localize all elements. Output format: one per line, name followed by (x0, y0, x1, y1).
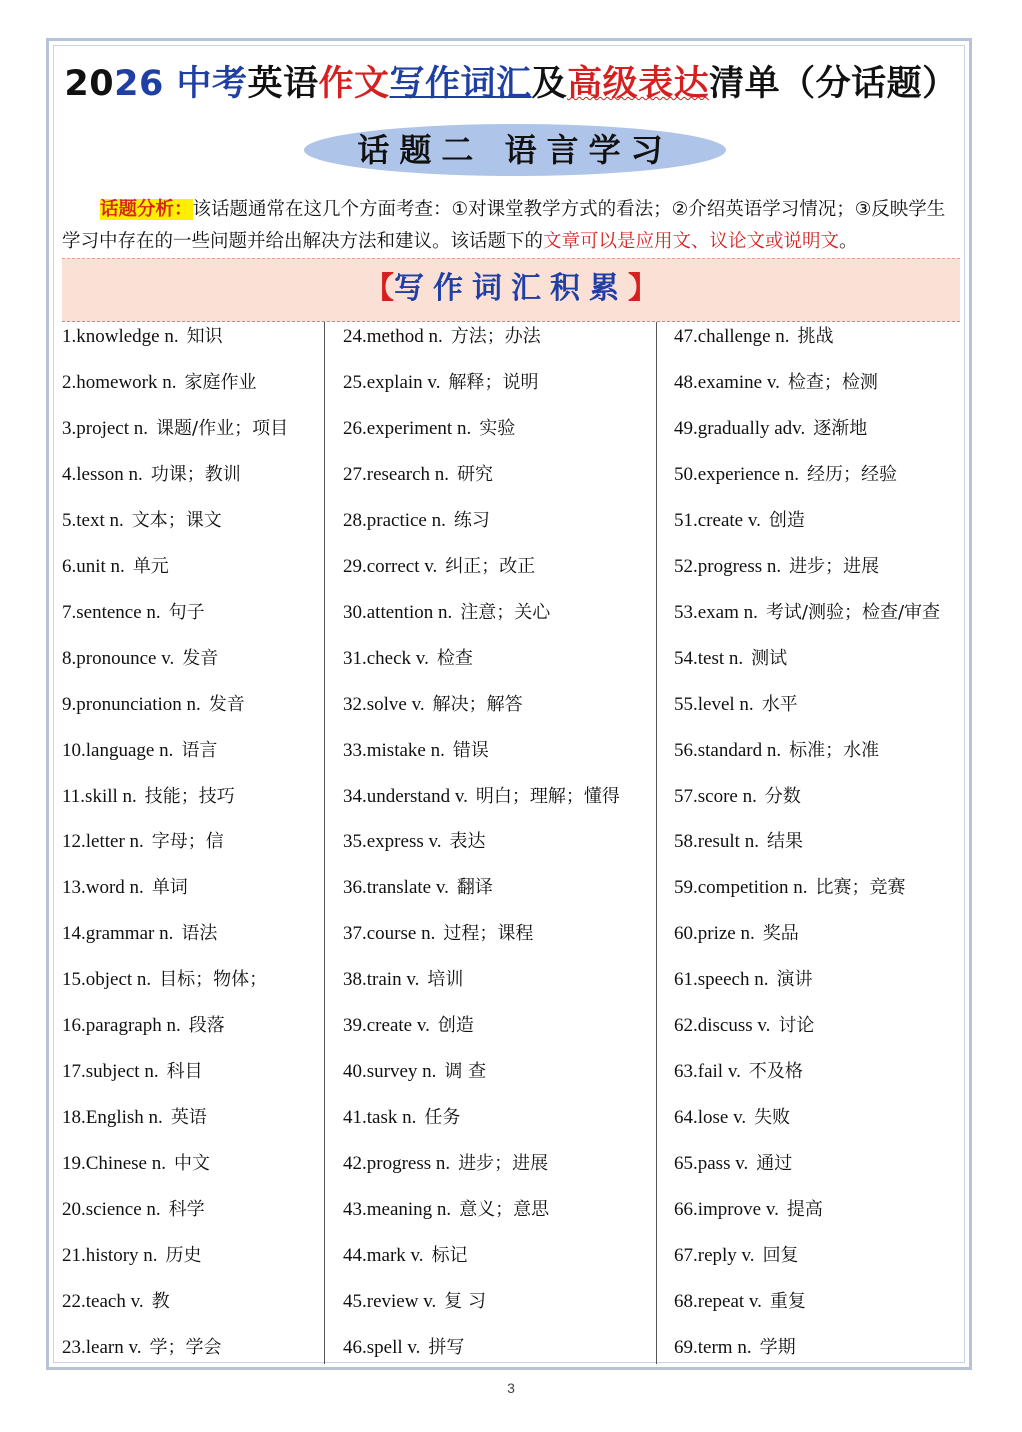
vocab-item (674, 369, 878, 397)
vocab-english: 39.create v. (343, 1015, 430, 1037)
vocab-chinese: 家庭作业 (184, 371, 257, 393)
vocab-item (343, 1104, 460, 1132)
vocab-item (62, 645, 218, 673)
vocab-chinese: 培训 (427, 969, 464, 991)
section-bracket-close: 】 (628, 271, 658, 306)
vocab-chinese: 回复 (762, 1245, 799, 1266)
vocab-english: 17.subject n. (62, 1061, 159, 1083)
vocab-english: 31.check v. (343, 647, 429, 669)
vocab-english: 40.survey n. (343, 1061, 437, 1083)
vocab-english: 53.exam n. (674, 601, 758, 623)
title-part2: 英语 (247, 64, 319, 104)
vocab-english: 33.mistake n. (343, 739, 445, 761)
vocab-english: 3.project n. (62, 417, 149, 439)
vocab-item (343, 461, 493, 489)
vocab-english: 52.progress n. (674, 555, 782, 577)
vocab-english: 22.teach v. (62, 1290, 144, 1312)
vocab-english: 7.sentence n. (62, 601, 161, 623)
vocab-chinese: 复 习 (444, 1290, 486, 1312)
vocab-chinese: 教 (151, 1290, 170, 1312)
vocab-item (343, 507, 490, 535)
vocab-item (674, 1288, 806, 1316)
vocab-chinese: 单词 (151, 877, 188, 899)
vocab-chinese: 学期 (759, 1336, 796, 1358)
vocab-chinese: 语言 (181, 739, 218, 761)
vocab-chinese: 英语 (170, 1107, 207, 1129)
vocab-english: 68.repeat v. (674, 1290, 762, 1312)
vocab-english: 42.progress n. (343, 1153, 451, 1175)
vocab-chinese: 句子 (168, 601, 205, 623)
vocab-chinese: 研究 (457, 463, 494, 485)
vocab-item (674, 461, 897, 489)
vocab-chinese: 学；学会 (149, 1336, 222, 1358)
vocab-chinese: 练习 (453, 509, 490, 531)
vocab-chinese: 方法；办法 (450, 326, 541, 347)
vocab-english: 38.train v. (343, 969, 420, 991)
vocab-item (674, 874, 906, 902)
vocab-item (62, 737, 217, 765)
vocab-english: 66.improve v. (674, 1199, 779, 1221)
vocab-item (62, 966, 267, 994)
vocab-item (343, 415, 515, 443)
vocab-item (343, 966, 463, 994)
vocab-english: 4.lesson n. (62, 463, 143, 485)
vocab-chinese: 历史 (165, 1245, 202, 1266)
vocab-english: 29.correct v. (343, 555, 438, 577)
vocab-english: 35.express v. (343, 831, 442, 853)
vocab-item (343, 599, 550, 627)
section-header (62, 258, 960, 322)
vocab-chinese: 明白；理解；懂得 (475, 785, 620, 807)
vocab-chinese: 标准；水准 (789, 739, 880, 761)
vocab-chinese: 检查 (436, 647, 473, 669)
vocab-chinese: 比赛；竞赛 (815, 877, 906, 899)
vocab-item (343, 874, 493, 902)
vocab-item (62, 783, 235, 811)
vocab-english: 57.score n. (674, 785, 757, 807)
title-part4: 写作词汇 (389, 64, 532, 104)
page-title (0, 56, 1022, 112)
vocab-item (62, 691, 245, 719)
vocab-item (343, 1150, 548, 1178)
topic-analysis (62, 194, 960, 258)
vocab-english: 16.paragraph n. (62, 1015, 181, 1037)
vocab-item (343, 645, 473, 673)
vocab-english: 18.English n. (62, 1107, 163, 1129)
vocab-chinese: 演讲 (776, 969, 813, 991)
section-bracket-open: 【 (364, 271, 394, 306)
vocab-chinese: 科目 (166, 1061, 203, 1083)
vocab-item (674, 783, 801, 811)
vocab-item (674, 1334, 796, 1362)
vocab-english: 5.text n. (62, 509, 124, 531)
vocab-item (62, 507, 222, 535)
vocab-english: 12.letter n. (62, 831, 144, 853)
vocab-chinese: 不及格 (748, 1061, 803, 1083)
vocab-item (674, 1150, 792, 1178)
vocab-chinese: 目标；物体； (159, 969, 268, 991)
vocab-item (343, 1288, 486, 1316)
vocab-chinese: 错误 (452, 739, 489, 761)
vocab-english: 10.language n. (62, 739, 174, 761)
vocab-english: 49.gradually adv. (674, 417, 806, 439)
vocab-english: 47.challenge n. (674, 326, 790, 347)
vocab-chinese: 功课；教训 (150, 463, 241, 485)
vocab-english: 1.knowledge n. (62, 326, 179, 347)
vocab-english: 25.explain v. (343, 371, 441, 393)
vocab-chinese: 逐渐地 (813, 417, 868, 439)
vocab-chinese: 任务 (424, 1107, 461, 1129)
vocab-item (343, 920, 533, 948)
vocab-chinese: 字母；信 (151, 831, 224, 853)
vocab-chinese: 文本；课文 (131, 509, 222, 531)
topic-banner: 话题二 语言学习 (304, 124, 726, 176)
vocab-item (674, 828, 803, 856)
vocab-english: 54.test n. (674, 647, 744, 669)
vocab-english: 36.translate v. (343, 877, 449, 899)
analysis-label: 话题分析： (100, 199, 193, 220)
vocab-item (62, 1242, 202, 1270)
title-part6: 高级表达 (567, 64, 710, 104)
vocab-item (674, 1012, 814, 1040)
vocab-chinese: 进步；进展 (458, 1153, 549, 1175)
vocab-english: 61.speech n. (674, 969, 769, 991)
vocab-item (674, 1196, 823, 1224)
vocab-item (343, 691, 523, 719)
vocab-item (674, 920, 799, 948)
vocab-chinese: 注意；关心 (460, 601, 551, 623)
vocab-english: 27.research n. (343, 463, 450, 485)
vocab-chinese: 翻译 (456, 877, 493, 899)
vocab-item (62, 599, 205, 627)
title-part7: 清单（分话题） (709, 64, 958, 104)
vocab-english: 19.Chinese n. (62, 1153, 166, 1175)
vocab-chinese: 拼写 (428, 1336, 465, 1358)
vocab-chinese: 纠正；改正 (445, 555, 536, 577)
vocab-item (343, 553, 535, 581)
vocab-chinese: 技能；技巧 (144, 785, 235, 807)
vocab-chinese: 分数 (764, 785, 801, 807)
vocab-english: 15.object n. (62, 969, 152, 991)
vocab-chinese: 重复 (769, 1290, 806, 1312)
title-part3: 作文 (318, 64, 390, 104)
vocab-english: 13.word n. (62, 877, 144, 899)
vocab-english: 55.level n. (674, 693, 754, 715)
vocab-english: 65.pass v. (674, 1153, 749, 1175)
vocab-chinese: 通过 (756, 1153, 793, 1175)
vocab-chinese: 创造 (768, 509, 805, 531)
vocab-english: 60.prize n. (674, 923, 755, 945)
vocab-item (62, 369, 257, 397)
vocab-chinese: 解释；说明 (448, 371, 539, 393)
vocab-english: 63.fail v. (674, 1061, 741, 1083)
vocab-english: 20.science n. (62, 1199, 161, 1221)
vocab-english: 14.grammar n. (62, 923, 174, 945)
vocab-chinese: 实验 (479, 417, 516, 439)
vocab-chinese: 调 查 (444, 1061, 487, 1083)
vocab-chinese: 过程；课程 (443, 923, 534, 945)
column-divider (324, 322, 325, 1364)
vocab-item (674, 966, 812, 994)
vocab-item (674, 1104, 790, 1132)
title-year-b: 26 (114, 64, 164, 104)
vocab-item (343, 323, 541, 351)
vocab-item (62, 874, 188, 902)
vocab-chinese: 进步；进展 (789, 555, 880, 577)
vocab-english: 8.pronounce v. (62, 647, 175, 669)
vocab-english: 51.create v. (674, 509, 761, 531)
vocab-english: 24.method n. (343, 326, 443, 347)
vocab-english: 11.skill n. (62, 785, 137, 807)
vocab-english: 62.discuss v. (674, 1015, 771, 1037)
vocab-chinese: 测试 (751, 647, 788, 669)
page-number: 3 (507, 1380, 515, 1396)
vocab-item (674, 507, 805, 535)
vocab-item (62, 920, 217, 948)
section-title: 写作词汇积累 (394, 271, 628, 306)
vocab-item (62, 415, 288, 443)
vocab-chinese: 发音 (208, 693, 245, 715)
vocab-chinese: 经历；经验 (807, 463, 898, 485)
title-year-a: 20 (64, 64, 115, 104)
vocab-chinese: 表达 (449, 831, 486, 853)
vocab-chinese: 结果 (766, 831, 803, 853)
vocab-english: 56.standard n. (674, 739, 782, 761)
analysis-red-text: 文章可以是应用文、议论文或说明文 (543, 231, 840, 252)
vocab-chinese: 奖品 (762, 923, 799, 945)
vocab-item (62, 323, 223, 351)
vocab-item (674, 415, 867, 443)
vocab-english: 67.reply v. (674, 1245, 755, 1266)
vocab-item (674, 737, 879, 765)
vocab-english: 6.unit n. (62, 555, 125, 577)
vocab-chinese: 讨论 (778, 1015, 815, 1037)
vocab-chinese: 提高 (786, 1199, 823, 1221)
vocab-item (674, 323, 834, 351)
vocab-item (343, 783, 620, 811)
vocab-english: 21.history n. (62, 1245, 158, 1266)
vocab-english: 32.solve v. (343, 693, 425, 715)
vocab-english: 44.mark v. (343, 1245, 424, 1266)
vocab-chinese: 水平 (761, 693, 798, 715)
vocab-item (62, 461, 241, 489)
vocab-chinese: 考试/测验；检查/审查 (765, 601, 941, 623)
vocab-chinese: 意义；意思 (459, 1199, 550, 1221)
vocab-item (343, 737, 489, 765)
vocab-english: 28.practice n. (343, 509, 446, 531)
vocab-chinese: 标记 (431, 1245, 468, 1266)
vocab-item (62, 1104, 207, 1132)
vocab-english: 46.spell v. (343, 1336, 421, 1358)
vocab-item (674, 1058, 803, 1086)
vocab-item (62, 1334, 222, 1362)
vocab-item (343, 1196, 549, 1224)
vocab-chinese: 检查；检测 (787, 371, 878, 393)
vocab-english: 58.result n. (674, 831, 759, 853)
vocab-english: 41.task n. (343, 1107, 417, 1129)
vocab-english: 30.attention n. (343, 601, 453, 623)
vocab-item (674, 691, 798, 719)
analysis-end: 。 (839, 231, 858, 252)
vocab-chinese: 挑战 (797, 326, 834, 347)
vocab-item (62, 1012, 225, 1040)
vocab-item (62, 1196, 205, 1224)
vocab-english: 69.term n. (674, 1336, 752, 1358)
vocab-english: 50.experience n. (674, 463, 800, 485)
vocab-chinese: 解决；解答 (432, 693, 523, 715)
column-divider (656, 322, 657, 1364)
vocab-item (62, 1288, 170, 1316)
vocab-english: 26.experiment n. (343, 417, 472, 439)
vocab-chinese: 课题/作业；项目 (156, 417, 289, 439)
title-part1: 中考 (176, 64, 248, 104)
vocab-english: 64.lose v. (674, 1107, 747, 1129)
vocab-chinese: 知识 (186, 326, 223, 347)
vocab-english: 45.review v. (343, 1290, 437, 1312)
vocab-item (674, 645, 787, 673)
vocab-item (674, 553, 879, 581)
analysis-text: 该话题通常在这几个方面考查：①对课堂教学方式的看法；②介绍英语学习情况；③反映学生学习中存在的一些问题并给出解决方法和建议。该话题下的 (62, 199, 946, 252)
vocab-item (62, 1058, 203, 1086)
vocab-chinese: 创造 (437, 1015, 474, 1037)
vocab-chinese: 中文 (173, 1153, 210, 1175)
vocab-english: 37.course n. (343, 923, 436, 945)
vocab-item (343, 1012, 474, 1040)
vocab-chinese: 段落 (188, 1015, 225, 1037)
vocab-item (343, 1242, 468, 1270)
vocab-item (343, 1058, 486, 1086)
title-part5: 及 (531, 64, 568, 104)
vocab-english: 43.meaning n. (343, 1199, 452, 1221)
vocab-english: 9.pronunciation n. (62, 693, 201, 715)
vocab-english: 48.examine v. (674, 371, 780, 393)
vocab-chinese: 失败 (754, 1107, 791, 1129)
vocab-english: 34.understand v. (343, 785, 468, 807)
vocab-item (62, 1150, 210, 1178)
vocab-chinese: 发音 (182, 647, 219, 669)
vocab-item (674, 599, 940, 627)
vocab-english: 2.homework n. (62, 371, 177, 393)
vocab-item (62, 828, 224, 856)
vocab-english: 23.learn v. (62, 1336, 142, 1358)
vocab-item (343, 369, 538, 397)
vocab-item (62, 553, 169, 581)
vocab-chinese: 科学 (168, 1199, 205, 1221)
vocab-item (343, 1334, 464, 1362)
vocab-item (343, 828, 486, 856)
vocab-chinese: 语法 (181, 923, 218, 945)
vocab-item (674, 1242, 799, 1270)
vocab-chinese: 单元 (132, 555, 169, 577)
vocab-english: 59.competition n. (674, 877, 808, 899)
